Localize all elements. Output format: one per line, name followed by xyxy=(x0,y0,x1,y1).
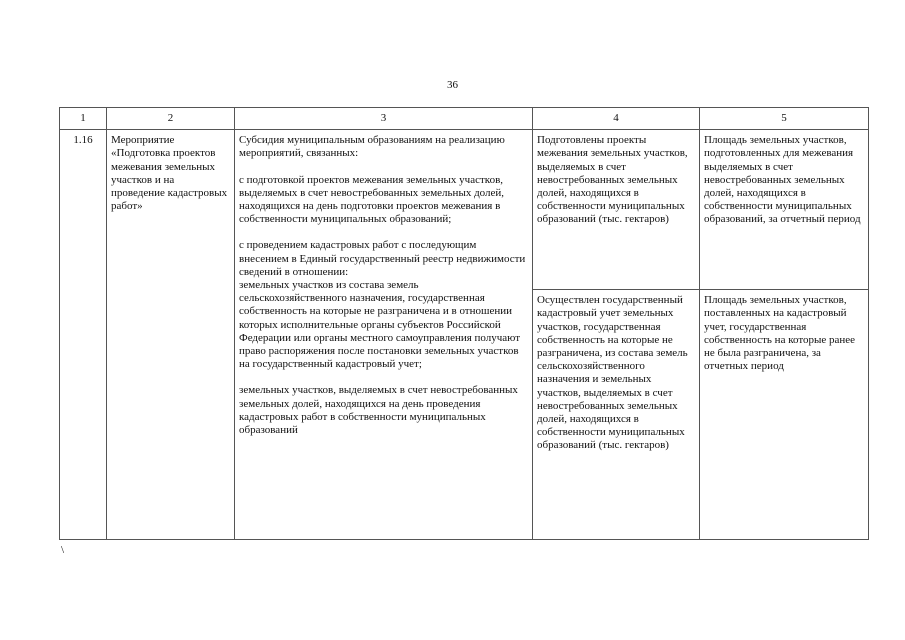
subsidy-item-3: земельных участков из состава земель сельскохозяйственного назначения, государственная собственность на которые не разграничена и в отношении которых исполнительные органы субъектов Российской Федерации или органы местного самоуправления получают право распоряжения после постановки земельных участков на государственный кадастровый учет; xyxy=(239,279,521,371)
subsidy-description xyxy=(235,130,533,540)
subsidy-intro: Субсидия муниципальным образованиям на реализацию мероприятий, связанных: xyxy=(239,134,505,160)
event-name: Мероприятие «Подготовка проектов межевания земельных участков и на проведение кадастровых работ» xyxy=(107,130,235,540)
header-row xyxy=(60,108,869,130)
result-1: Подготовлены проекты межевания земельных участков, выделяемых в счет невостребованных земельных долей, находящихся в собственности муниципальных образований (тыс. гектаров) xyxy=(533,130,700,290)
indicator-1: Площадь земельных участков, подготовленных для межевания выделяемых в счет невостребованных земельных долей, находящихся в собственности муниципальных образований, за отчетный период xyxy=(700,130,869,290)
header-cell-5: 5 xyxy=(700,108,869,130)
indicator-2: Площадь земельных участков, поставленных на кадастровый учет, государственная собственность на которые ранее не была разграничена, за отчетных период xyxy=(700,290,869,540)
subsidy-item-1: с подготовкой проектов межевания земельных участков, выделяемых в счет невостребованных земельных долей, находящихся на день подготовки проектов межевания в собственности муниципальных образований; xyxy=(239,173,505,226)
table-row xyxy=(60,130,869,290)
row-number: 1.16 xyxy=(60,130,107,540)
header-cell-3: 3 xyxy=(235,108,533,130)
header-cell-1: 1 xyxy=(60,108,107,130)
footnote-mark: \ xyxy=(61,544,65,556)
header-cell-4: 4 xyxy=(533,108,700,130)
header-cell-2: 2 xyxy=(107,108,235,130)
subsidy-item-4: земельных участков, выделяемых в счет невостребованных земельных долей, находящихся на день проведения кадастровых работ в собственности муниципальных образований xyxy=(239,384,518,437)
page-number: 36 xyxy=(447,79,458,91)
result-2: Осуществлен государственный кадастровый учет земельных участков, государственная собственность на которые не разграничена, из состава земель сельскохозяйственного назначения и земельных участков, выделяемых в счет невостребованных земельных долей, находящихся в собственности муниципальных образований (тыс. гектаров) xyxy=(533,290,700,540)
subsidy-item-2: с проведением кадастровых работ с последующим внесением в Единый государственный реестр недвижимости сведений в отношении: xyxy=(239,239,526,278)
measures-table xyxy=(59,107,869,540)
